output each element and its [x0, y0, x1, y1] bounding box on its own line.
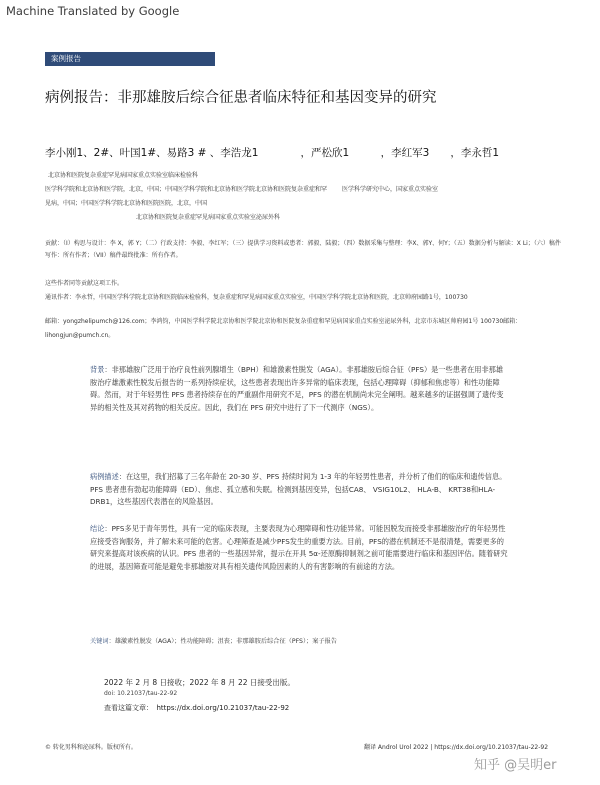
article-type-badge: 案例报告: [45, 52, 215, 66]
abstract-background-label: 背景: [90, 365, 105, 374]
abstract-background-text: ：非那雄胺广泛用于治疗良性前列腺增生（BPH）和雄激素性脱发（AGA）。非那雄胺后综合征（PFS）是一些患者在用非那雄胺治疗雄激素性脱发后报告的一系列持续症状，这些患者表现出许多异常的临床表现，包括心理障碍（抑郁和焦虑等）和性功能障碍。然而，对于年轻男性 PFS 患者持续存在的严重副作用研究不足，PFS 的潜在机制尚未完全阐明。越来越多的证据强调了遗传变异的相关性及其对药物的相关反应。因此，我们在 PFS 研究中进行了下一代测序（NGS）。: [90, 365, 504, 412]
abstract-case: [90, 471, 510, 509]
footer-journal: 翻译 Androl Urol 2022 | https://dx.doi.org/10.21037/tau-22-92: [364, 744, 549, 751]
keywords-label: 关键词: [90, 638, 109, 645]
machine-translated-header: Machine Translated by Google: [6, 4, 180, 18]
view-article-link[interactable]: 查看这篇文章： https://dx.doi.org/10.21037/tau-22-92: [104, 704, 290, 712]
doi: doi: 10.21037/tau-22-92: [104, 690, 178, 697]
abstract-background: [90, 364, 510, 414]
keywords-text: ：雄激素性脱发（AGA）；性功能障碍；沮丧；非那雄胺后综合征（PFS）；案子报告: [108, 638, 337, 645]
affiliation-3: 见病，中国；中国医学科学院北京协和医院医院，北京，中国: [45, 200, 208, 207]
received-dates: [104, 677, 295, 699]
affiliation-2b: 医学科学研究中心，国家重点实验室: [342, 186, 439, 193]
abstract-case-text: ：在这里，我们招募了三名年龄在 20-30 岁、PFS 持续时间为 1-3 年的年轻男性患者，并分析了他们的临床和遗传信息。PFS 患者患有勃起功能障碍（ED）、焦虑、孤立感和失眠。检测到基因变异，包括CA8、 VSIG10L2、 HLA-B、 KRT38和HLA-DRB1，这些基因代表潜在的风险基因。: [90, 472, 507, 506]
page-title: 病例报告：非那雄胺后综合征患者临床特征和基因变异的研究: [45, 90, 437, 106]
footer-copyright: © 转化男科和泌尿科。版权所有。: [45, 744, 137, 751]
affiliation-4: 北京协和医院复杂重症罕见病国家重点实验室泌尿外科: [136, 214, 281, 221]
abstract-conclusion: [90, 523, 510, 573]
affiliation-1: 北京协和医院复杂重症罕见病国家重点实验室临床检验科: [48, 172, 199, 179]
keywords: [90, 635, 390, 649]
abstract-conclusion-label: 结论: [90, 524, 105, 533]
abstract-case-label: 病例描述: [90, 472, 119, 481]
affiliation-2: 医学科学院和北京协和医学院，北京，中国；中国医学科学院和北京协和医学院北京协和医院复杂重症和罕: [45, 186, 328, 193]
author-list: 李小刚1、2#、叶国1#、易路3 # 、李浩龙1 ，严松欣1 ，李红军3 ，李永哲1: [45, 147, 500, 159]
abstract-conclusion-text: ：PFS多见于青年男性，具有一定的临床表现，主要表现为心理障碍和性功能异常。可能因脱发而接受非那雄胺治疗的年轻男性应接受咨询服务，并了解未来可能的危害。心理筛查是减少PFS发生的重要方法。目前，PFS的潜在机制还不是很清楚，需要更多的研究来提高对该疾病的认识。PFS 患者的一些基因异常，提示在开具 5α-还原酶抑制剂之前可能需要进行临床和基因评估。随着研究的进展，基因筛查可能是避免非那雄胺对具有相关遗传风险因素的人的有害影响的有前途的方法。: [90, 524, 508, 571]
dates-text: 2022 年 2 月 8 日接收；2022 年 8 月 22 日接受出版。: [104, 678, 295, 687]
equal-contribution-note: 这些作者同等贡献这项工作。: [45, 280, 124, 287]
correspondence: 通讯作者：李永哲，中国医学科学院北京协和医院临床检验科，复杂重症和罕见病国家重点实验室，中国医学科学院北京协和医院，北京帅府园路1号，100730: [45, 294, 468, 301]
watermark: 知乎 @吴明er: [474, 758, 557, 773]
emails-continued: lihongjun@pumch.cn。: [45, 332, 115, 339]
author-contributions: 贡献：（I）构思与设计：李 X，郭 Y；（二）行政支持：李毅、李红军；（三）提供学习资料或患者：郭毅、陆毅；（四）数据采集与整理：李X、郭Y、何Y；（五）数据分析与解读：X Li；（六）稿件写作：所有作者；（VII）稿件最终批准：所有作者。: [45, 240, 561, 259]
emails: 邮箱：yongzhelipumch@126.com；李鸿钧，中国医学科学院北京协和医学院北京协和医院复杂重症和罕见病国家重点实验室泌尿外科，北京市东城区帅府园1号 100730邮箱：: [45, 318, 522, 325]
